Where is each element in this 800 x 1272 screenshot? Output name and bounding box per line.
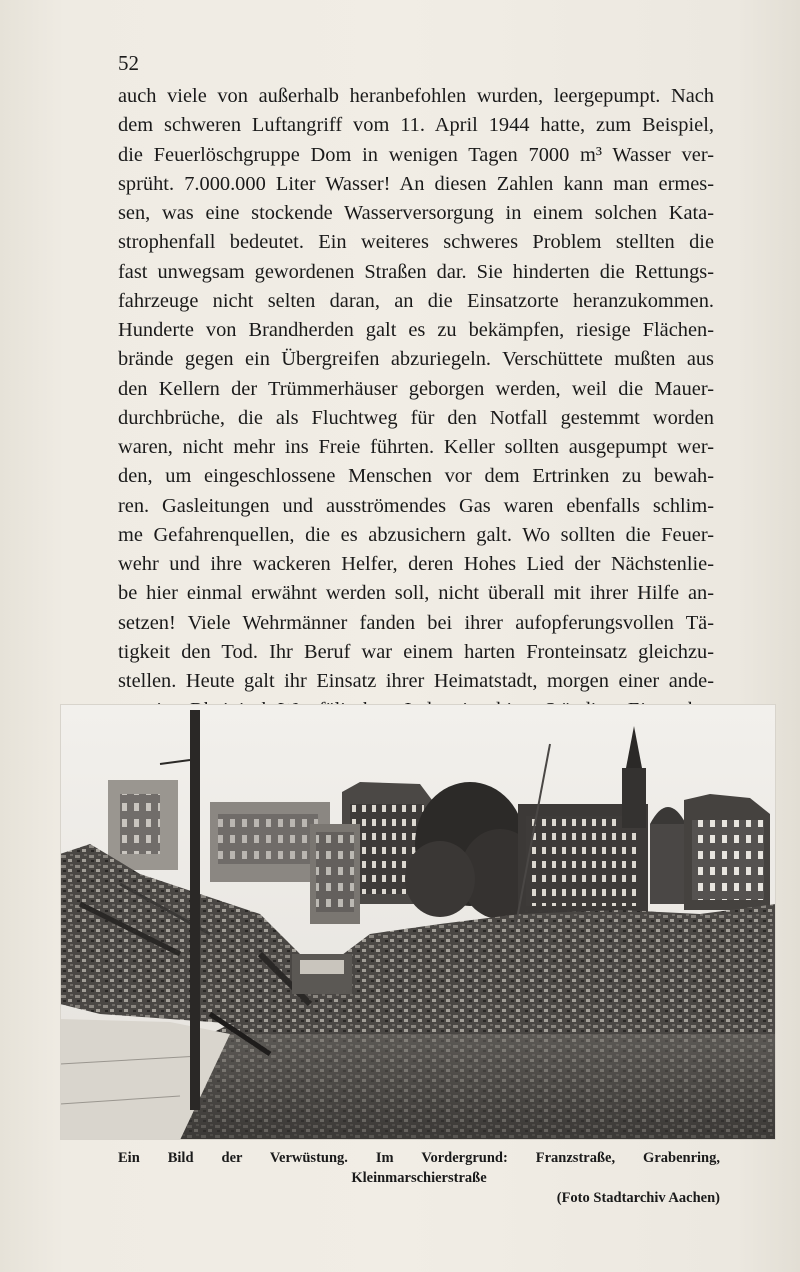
text-line: die Feuerlöschgruppe Dom in wenigen Tagen 7000 m³ Wasser ver- xyxy=(118,143,714,166)
text-line: sprüht. 7.000.000 Liter Wasser! An diesen Zahlen kann man ermes- xyxy=(118,172,714,195)
text-line: fast unwegsam gewordenen Straßen dar. Sie hinderten die Rettungs- xyxy=(118,260,714,283)
text-line: sen, was eine stockende Wasserversorgung in einem solchen Kata- xyxy=(118,202,714,224)
photo-caption xyxy=(118,1148,720,1188)
text-line: me Gefahrenquellen, die es abzusichern galt. Wo sollten die Feuer- xyxy=(118,523,714,546)
utility-pole xyxy=(190,710,200,1110)
photo-credit: (Foto Stadtarchiv Aachen) xyxy=(556,1190,720,1206)
ruins-photo xyxy=(60,704,776,1140)
text-line: strophenfall bedeutet. Ein weiteres schweres Problem stellten die xyxy=(118,231,714,254)
text-line: den Kellern der Trümmerhäuser geborgen werden, weil die Mauer- xyxy=(118,377,714,400)
text-line: auch viele von außerhalb heranbefohlen wurden, leergepumpt. Nach xyxy=(118,85,714,107)
body-text xyxy=(118,82,714,755)
text-line: stellen. Heute galt ihr Einsatz ihrer Heimatstadt, morgen einer ande- xyxy=(118,670,714,692)
text-line: den, um eingeschlossene Menschen vor dem Ertrinken zu bewah- xyxy=(118,465,714,488)
text-line: Hunderte von Brandherden galt es zu bekämpfen, riesige Flächen- xyxy=(118,319,714,341)
text-line: tigkeit den Tod. Ihr Beruf war einem harten Fronteinsatz gleichzu- xyxy=(118,640,714,663)
caption-line: Ein Bild der Verwüstung. Im Vordergrund: Franzstraße, Grabenring, xyxy=(118,1150,720,1166)
page-number: 52 xyxy=(118,51,139,75)
caption-line: Kleinmarschierstraße xyxy=(351,1170,487,1186)
text-line: brände gegen ein Übergreifen abzuriegeln. Verschüttete mußten aus xyxy=(118,348,714,371)
text-line: waren, nicht mehr ins Freie führten. Keller sollten ausgepumpt wer- xyxy=(118,436,714,458)
text-line: dem schweren Luftangriff vom 11. April 1944 hatte, zum Beispiel, xyxy=(118,114,714,137)
text-line: durchbrüche, die als Fluchtweg für den Notfall gestemmt worden xyxy=(118,406,714,429)
text-line: fahrzeuge nicht selten daran, an die Einsatzorte heranzukommen. xyxy=(118,289,714,312)
text-line: be hier einmal erwähnt werden soll, nicht überall mit ihrer Hilfe an- xyxy=(118,582,714,605)
text-line: setzen! Viele Wehrmänner fanden bei ihrer aufopferungsvollen Tä- xyxy=(118,611,714,634)
text-line: ren. Gasleitungen und ausströmendes Gas waren ebenfalls schlim- xyxy=(118,494,714,517)
text-line: wehr und ihre wackeren Helfer, deren Hohes Lied der Nächstenlie- xyxy=(118,553,714,575)
